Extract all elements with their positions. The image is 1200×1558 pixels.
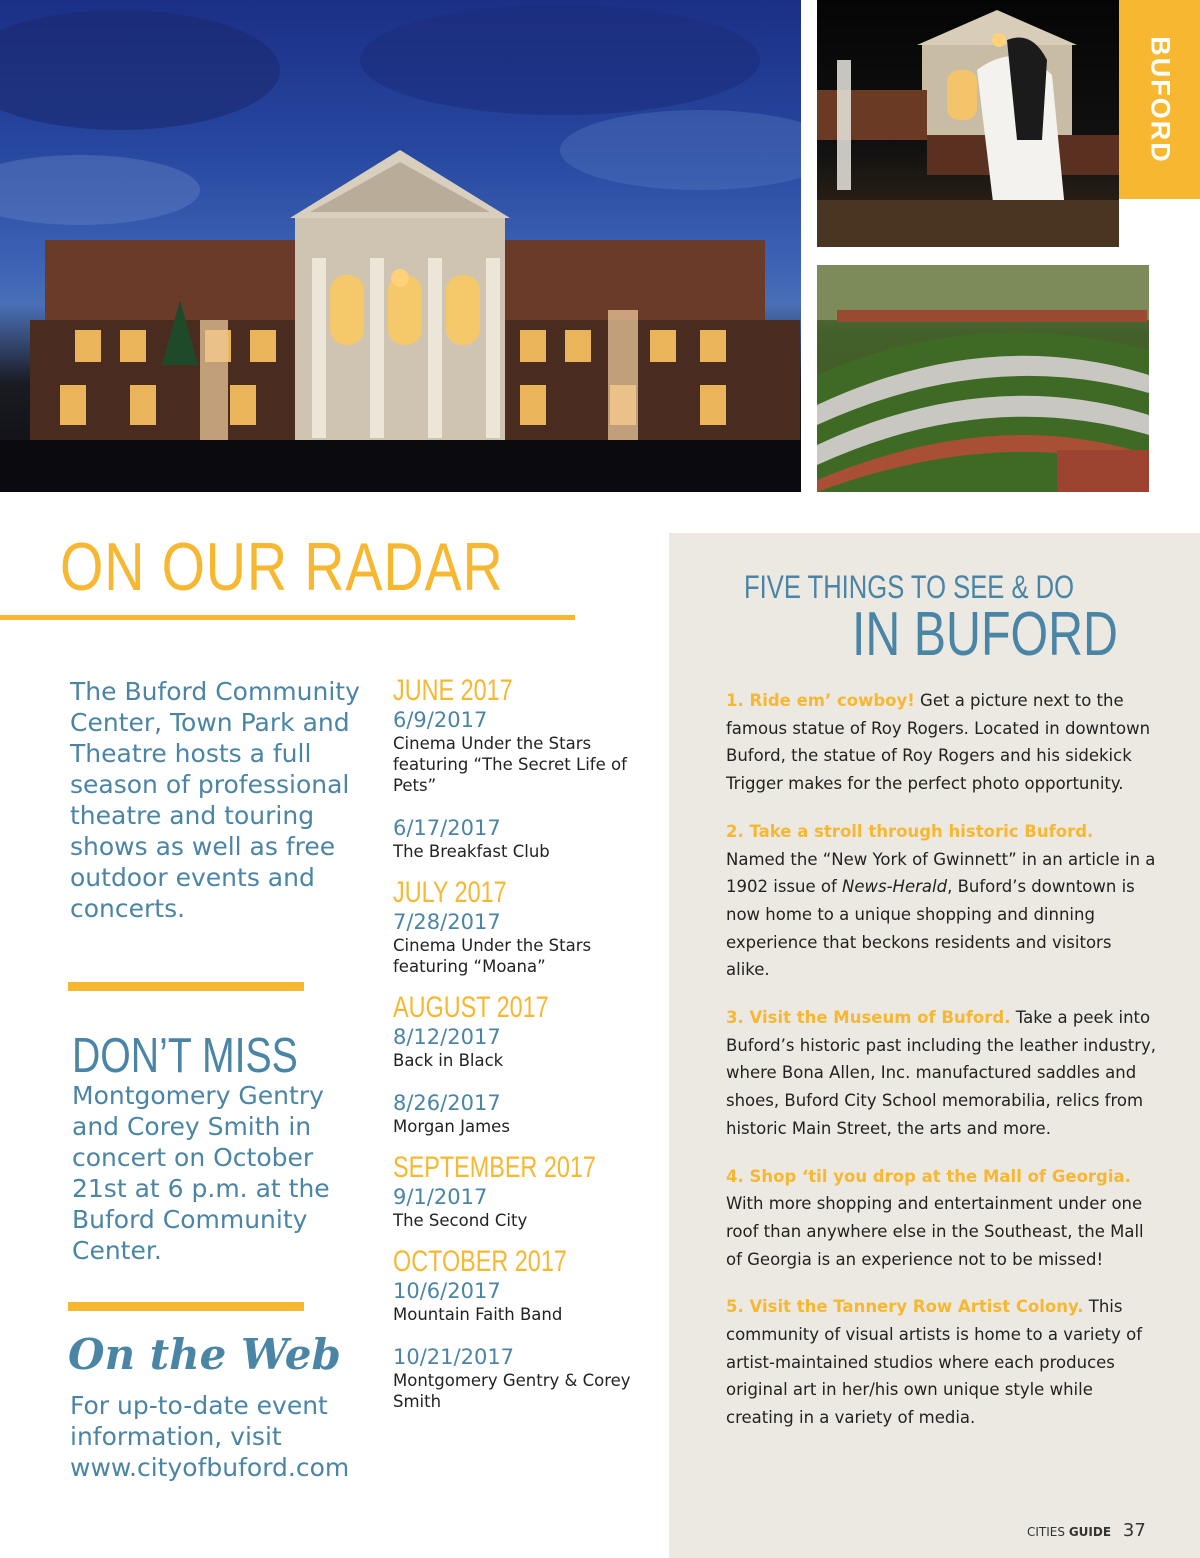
things-list: [726, 687, 1156, 1452]
wedding-illustration: [817, 0, 1119, 247]
thing-text: , Buford’s downtown is now home to a unique shopping and dinning experience that beckons residents and visitors alike.: [726, 877, 1135, 980]
event-title: Cinema Under the Stars featuring “The Secret Life of Pets”: [393, 734, 627, 795]
month-heading: JUNE 2017: [393, 674, 513, 707]
month-august: [393, 991, 653, 1137]
intro-paragraph: The Buford Community Center, Town Park and Theatre hosts a full season of professional theatre and touring shows as well as free outdoor events and concerts.: [70, 677, 360, 923]
section-divider: [68, 982, 304, 991]
thing-lead: 5. Visit the Tannery Row Artist Colony.: [726, 1297, 1084, 1317]
title-underline: [0, 615, 575, 620]
five-things-panel: [669, 533, 1200, 1558]
thing-lead: 4. Shop ‘til you drop at the Mall of Georgia.: [726, 1166, 1131, 1186]
event-title: Morgan James: [393, 1117, 510, 1136]
section-tab-label: BUFORD: [1145, 35, 1175, 164]
thing-lead: 3. Visit the Museum of Buford.: [726, 1008, 1011, 1028]
wedding-couple-photo: [817, 0, 1119, 247]
month-june: [393, 674, 653, 862]
community-center-photo: [0, 0, 801, 492]
town-park-amphitheater-photo: [817, 265, 1149, 492]
event-item: [393, 708, 653, 796]
month-heading: AUGUST 2017: [393, 991, 549, 1024]
thing-lead: 1. Ride em’ cowboy!: [726, 691, 915, 710]
thing-text: This community of visual artists is home to a variety of artist-maintained studios where each produces original art in her/his own unique style while creating in a variety of media.: [726, 1297, 1143, 1428]
event-date: 10/6/2017: [393, 1279, 501, 1303]
on-the-web-heading: On the Web: [68, 1330, 341, 1379]
page-title: ON OUR RADAR: [60, 529, 504, 605]
event-date: 6/17/2017: [393, 816, 501, 840]
footer-cities: CITIES: [1027, 1525, 1065, 1539]
event-title: The Breakfast Club: [393, 842, 550, 861]
page-number: 37: [1122, 1520, 1146, 1541]
event-item: [393, 910, 653, 977]
month-july: [393, 876, 653, 977]
event-date: 9/1/2017: [393, 1185, 488, 1209]
event-item: [393, 1279, 653, 1325]
event-item: [393, 1185, 653, 1231]
section-tab: [1119, 0, 1200, 199]
event-title: Cinema Under the Stars featuring “Moana”: [393, 936, 592, 976]
on-the-web-text: For up-to-date event information, visit www.cityofbuford.com: [70, 1391, 350, 1482]
month-september: [393, 1151, 653, 1231]
event-item: [393, 816, 653, 862]
footer-guide: GUIDE: [1068, 1525, 1112, 1539]
event-date: 7/28/2017: [393, 910, 501, 934]
event-date: 8/12/2017: [393, 1025, 501, 1049]
event-date: 6/9/2017: [393, 708, 488, 732]
event-date: 8/26/2017: [393, 1091, 501, 1115]
event-item: [393, 1091, 653, 1137]
event-title: Back in Black: [393, 1051, 504, 1070]
event-title: The Second City: [393, 1211, 528, 1230]
thing-item: [726, 1293, 1156, 1432]
month-heading: SEPTEMBER 2017: [393, 1151, 596, 1184]
event-title: Mountain Faith Band: [393, 1305, 563, 1324]
thing-item: [726, 818, 1156, 984]
thing-item: [726, 687, 1156, 798]
amphitheater-illustration: [817, 265, 1149, 492]
event-title: Montgomery Gentry & Corey Smith: [393, 1371, 631, 1411]
dont-miss-heading: DON’T MISS: [72, 1029, 298, 1083]
thing-text: Get a picture next to the famous statue of Roy Rogers. Located in downtown Buford, the statue of Roy Rogers and his sidekick Trigger makes for the perfect photo opportunity.: [726, 691, 1151, 794]
panel-title: IN BUFORD: [852, 600, 1118, 669]
community-center-illustration: [0, 0, 801, 492]
thing-item: [726, 1004, 1156, 1143]
thing-item: [726, 1163, 1156, 1274]
dont-miss-text: Montgomery Gentry and Corey Smith in concert on October 21st at 6 p.m. at the Buford Community Center.: [72, 1081, 330, 1265]
publication-name: News-Herald: [842, 877, 948, 897]
thing-text: Take a peek into Buford’s historic past including the leather industry, where Bona Allen, Inc. manufactured saddles and shoes, Buford City School memorabilia, relics from historic Main Street, the arts and more.: [726, 1008, 1157, 1138]
section-divider: [68, 1302, 304, 1311]
month-heading: JULY 2017: [393, 876, 507, 909]
month-heading: OCTOBER 2017: [393, 1245, 567, 1278]
event-date: 10/21/2017: [393, 1345, 515, 1369]
panel-kicker: FIVE THINGS TO SEE & DO: [744, 569, 1075, 605]
thing-text: Named the “New York of Gwinnett” in an article in a 1902 issue of: [726, 849, 1156, 897]
event-item: [393, 1025, 653, 1071]
thing-text: With more shopping and entertainment under one roof than anywhere else in the Southeast, the Mall of Georgia is an experience not to be missed!: [726, 1194, 1144, 1269]
event-item: [393, 1345, 653, 1412]
thing-lead: 2. Take a stroll through historic Buford.: [726, 821, 1094, 841]
page-footer: [1027, 1520, 1146, 1541]
events-calendar: [393, 674, 653, 1426]
month-october: [393, 1245, 653, 1412]
